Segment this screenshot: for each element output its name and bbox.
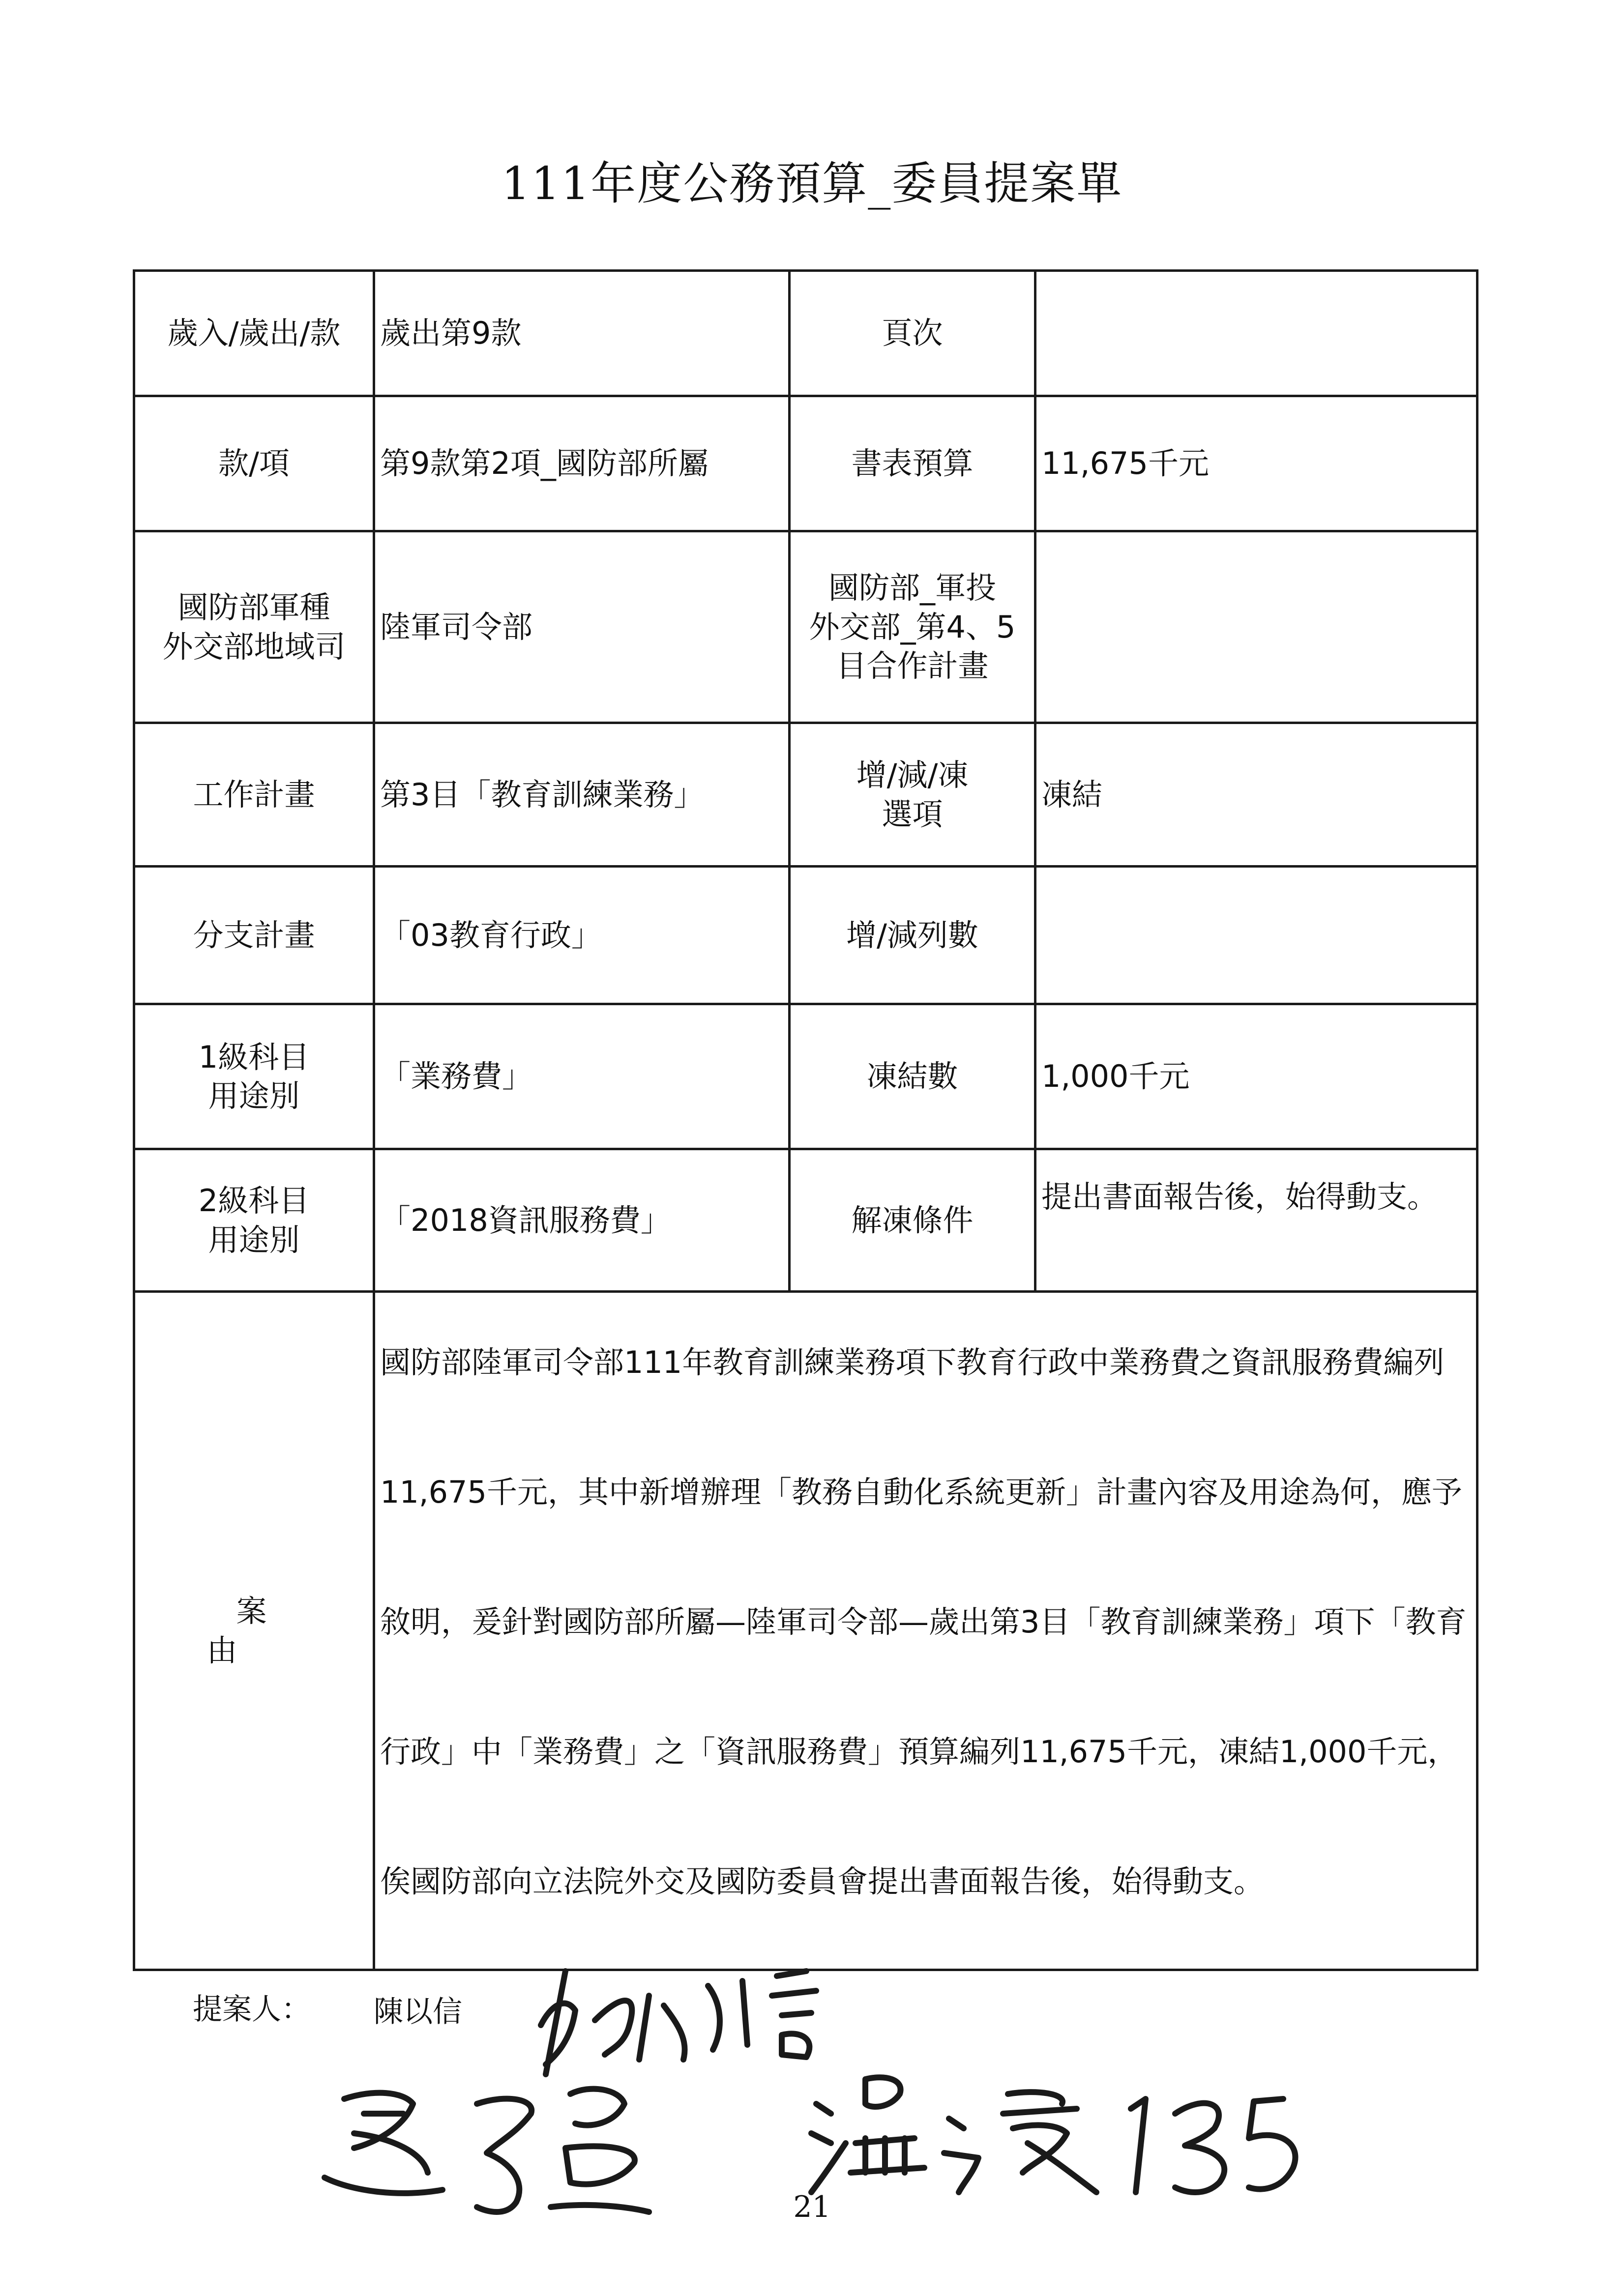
value-budget: 11,675千元 (1035, 396, 1477, 531)
label-cooperation-line-2: 外交部_第4、5 (809, 609, 1016, 645)
value-cooperation (1035, 531, 1477, 723)
row-category (134, 271, 1477, 396)
row-level2 (134, 1149, 1477, 1292)
row-reason (134, 1292, 1477, 1970)
value-unfreeze-condition: 提出書面報告後，始得動支。 (1035, 1149, 1477, 1292)
label-unit-line-1: 國防部軍種 (177, 589, 330, 626)
label-level1-line-1: 1級科目 (198, 1039, 310, 1075)
row-unit (134, 531, 1477, 723)
label-work-plan: 工作計畫 (134, 723, 374, 867)
label-branch-plan: 分支計畫 (134, 867, 374, 1004)
label-option-line-2: 選項 (882, 796, 943, 832)
label-freeze-amount: 凍結數 (790, 1004, 1035, 1149)
label-budget: 書表預算 (790, 396, 1035, 531)
proposer-name: 陳以信 (374, 1995, 462, 2029)
label-section: 款/項 (134, 396, 374, 531)
label-option (790, 723, 1035, 867)
label-level1-line-2: 用途別 (208, 1078, 300, 1114)
label-category: 歲入/歲出/款 (134, 271, 374, 396)
row-branch-plan (134, 867, 1477, 1004)
page-number: 21 (793, 2190, 831, 2224)
row-work-plan (134, 723, 1477, 867)
proposer-label: 提案人： (193, 1992, 311, 2027)
label-reason: 案由 (134, 1292, 374, 1970)
proposal-form-table (133, 269, 1478, 1971)
label-unfreeze-condition: 解凍條件 (790, 1149, 1035, 1292)
value-page (1035, 271, 1477, 396)
row-section (134, 396, 1477, 531)
signature-wen-yu-hsia (811, 2077, 1096, 2192)
value-category: 歲出第9款 (374, 271, 790, 396)
value-option: 凍結 (1035, 723, 1477, 867)
label-page: 頁次 (790, 271, 1035, 396)
label-cooperation-line-1: 國防部_軍投 (828, 570, 996, 606)
value-level2: 「2018資訊服務費」 (374, 1149, 790, 1292)
value-amount (1035, 867, 1477, 1004)
label-level1 (134, 1004, 374, 1149)
value-freeze-amount: 1,000千元 (1035, 1004, 1477, 1149)
signature-chen-yi-hsin (541, 1971, 816, 2074)
label-level2 (134, 1149, 374, 1292)
label-cooperation-line-3: 目合作計畫 (836, 648, 989, 684)
value-unit: 陸軍司令部 (374, 531, 790, 723)
label-amount: 增/減列數 (790, 867, 1035, 1004)
label-cooperation (790, 531, 1035, 723)
reason-text: 國防部陸軍司令部111年教育訓練業務項下教育行政中業務費之資訊服務費編列11,675千元，其中新增辦理「教務自動化系統更新」計畫內容及用途為何，應予敘明，爰針對國防部所屬—陸軍司令部—歲出第3目「教育訓練業務」項下「教育行政」中「業務費」之「資訊服務費」預算編列11,675千元，凍結1,000千元，俟國防部向立法院外交及國防委員會提出書面報告後，始得動支。 (374, 1292, 1477, 1970)
form-title: 111年度公務預算_委員提案單 (501, 157, 1123, 210)
value-work-plan: 第3目「教育訓練業務」 (374, 723, 790, 867)
label-level2-line-2: 用途別 (208, 1221, 300, 1258)
row-level1 (134, 1004, 1477, 1149)
value-section: 第9款第2項_國防部所屬 (374, 396, 790, 531)
label-option-line-1: 增/減/凍 (856, 757, 969, 793)
label-unit-line-2: 外交部地域司 (162, 628, 346, 665)
value-branch-plan: 「03教育行政」 (374, 867, 790, 1004)
signature-number-135 (1131, 2099, 1295, 2192)
label-level2-line-1: 2級科目 (198, 1183, 310, 1219)
label-unit (134, 531, 374, 723)
value-level1: 「業務費」 (374, 1004, 790, 1149)
